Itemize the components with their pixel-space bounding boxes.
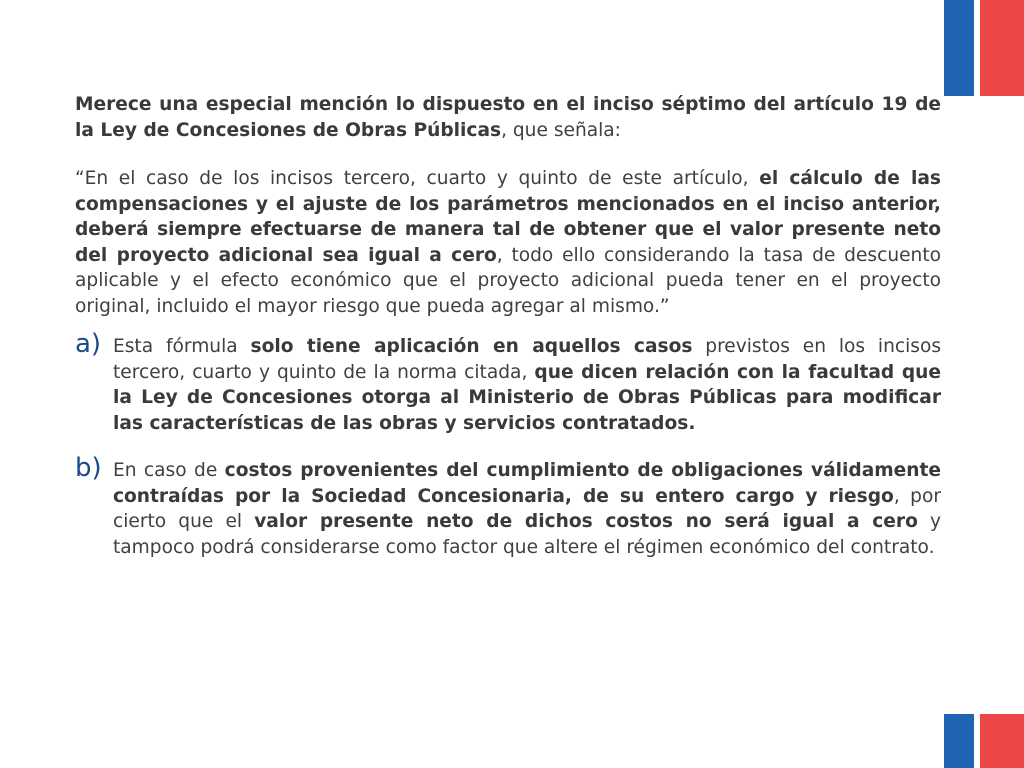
red-stripe bbox=[980, 0, 1024, 96]
item-b-text-2: , por cierto que el bbox=[113, 485, 941, 532]
list-marker-a: a) bbox=[75, 329, 102, 359]
item-b-bold-2: valor presente neto de dichos costos no será igual a cero bbox=[254, 511, 918, 532]
list-item-a bbox=[75, 329, 942, 436]
item-b-text-1: En caso de bbox=[113, 460, 225, 481]
intro-bold-text: Merece una especial mención lo dispuesto en el inciso séptimo del artículo 19 de la Ley de Concesiones de Obras Públicas bbox=[75, 94, 941, 141]
item-b-bold-1: costos provenientes del cumplimiento de obligaciones válidamente contraídas por la Sociedad Concesionaria, de su entero cargo y riesgo bbox=[113, 460, 942, 507]
intro-paragraph bbox=[75, 92, 941, 143]
intro-normal-text: , que señala: bbox=[501, 119, 621, 141]
blue-stripe bbox=[944, 0, 974, 96]
chile-flag-stripes-bottom bbox=[940, 714, 1024, 768]
quote-text-2: , todo ello considerando la tasa de descuento aplicable y el efecto económico que el proyecto adicional pueda tener en el proyecto original, incluido el mayor riesgo que pueda agregar al mismo.” bbox=[75, 244, 941, 317]
quote-text-1: “En el caso de los incisos tercero, cuarto y quinto de este artículo, bbox=[75, 168, 760, 189]
red-stripe bbox=[980, 714, 1024, 768]
item-a-text-2: previstos en los incisos tercero, cuarto y quinto de la norma citada, bbox=[113, 336, 942, 383]
item-a-bold-2: que dicen relación con la facultad que la Ley de Concesiones otorga al Ministerio de Obras Públicas para modificar las características de las obras y servicios contratados. bbox=[113, 361, 941, 434]
item-b-text-3: y tampoco podrá considerarse como factor que altere el régimen económico del contrato. bbox=[113, 511, 941, 558]
blue-stripe bbox=[944, 714, 974, 768]
quote-bold-1: el cálculo de las compensaciones y el ajuste de los parámetros mencionados en el inciso anterior, deberá siempre efectuarse de manera tal de obtener que el valor presente neto del proyecto adicional sea igual a cero bbox=[75, 168, 941, 266]
bullet-list bbox=[75, 329, 942, 560]
list-marker-b: b) bbox=[75, 453, 102, 483]
list-item-b bbox=[75, 453, 942, 560]
item-a-bold-1: solo tiene aplicación en aquellos casos bbox=[250, 336, 693, 357]
chile-flag-stripes-top bbox=[940, 0, 1024, 96]
quote-paragraph bbox=[75, 166, 941, 319]
slide-content bbox=[75, 92, 941, 582]
item-a-text-1: Esta fórmula bbox=[113, 336, 251, 357]
